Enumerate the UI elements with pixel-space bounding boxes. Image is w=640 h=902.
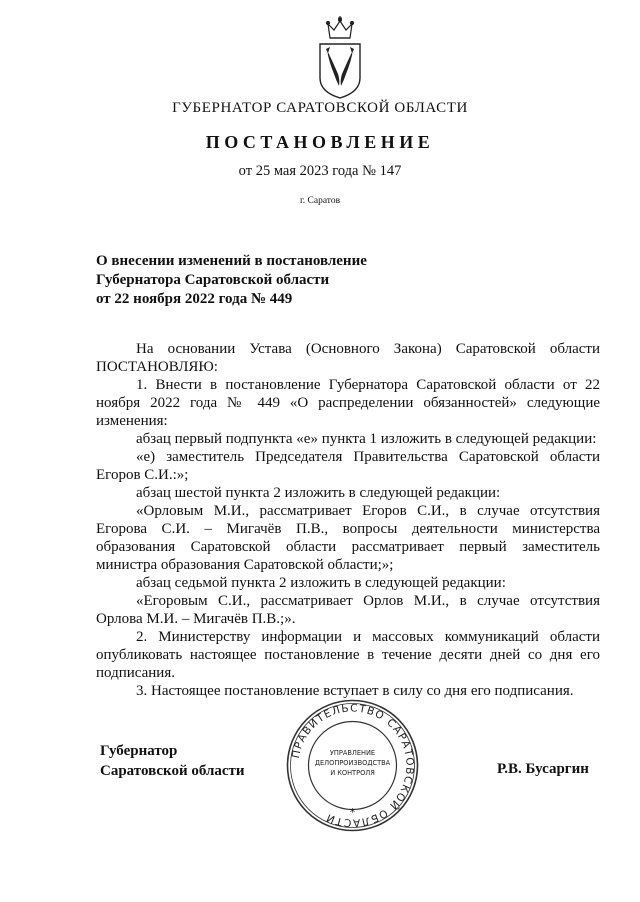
paragraph-item-2: 2. Министерству информации и массовых коммуникаций области опубликовать настоящее постановление в течение десяти дней со дня его подписания. [96,629,600,681]
signatory-position-line: Саратовской области [100,763,245,779]
paragraph-item-1: 1. Внести в постановление Губернатора Саратовской области от 22 ноября 2022 года № 449 «О распределении обязанностей» следующие изменения: [96,377,600,429]
document-title-line: О внесении изменений в постановление [96,253,367,269]
paragraph-amendment-intro: абзац седьмой пункта 2 изложить в следующей редакции: [136,575,506,591]
signatory-position [100,741,245,781]
seal-inner-line: УПРАВЛЕНИЕ [329,749,376,757]
paragraph-item-3: 3. Настоящее постановление вступает в силу со дня его подписания. [136,683,574,699]
paragraph-quote: «Орловым М.И., рассматривает Егоров С.И., в случае отсутствия Егорова С.И. – Мигачёв П.В., вопросы деятельности министерства образования Саратовской области рассматривает первый заместитель министра образования Саратовской области;»; [96,503,600,573]
document-city: г. Саратов [299,196,341,206]
paragraph-amendment-intro: абзац первый подпункта «е» пункта 1 изложить в следующей редакции: [136,431,597,447]
seal-inner-line: И КОНТРОЛЯ [330,769,375,777]
signatory-position-line: Губернатор [100,743,178,759]
document-title-line: от 22 ноября 2022 года № 449 [96,291,293,307]
paragraph-quote: «е) заместитель Председателя Правительства Саратовской области Егоров С.И.:»; [96,449,600,483]
svg-text:*: * [349,806,356,819]
document-date-number: от 25 мая 2023 года № 147 [238,163,402,179]
official-seal-stamp [285,698,420,833]
document-type: ПОСТАНОВЛЕНИЕ [205,132,435,152]
paragraph-quote: «Егоровым С.И., рассматривает Орлов М.И., в случае отсутствия Орлова М.И. – Мигачёв П.В.;». [96,593,600,627]
seal-outer-text: ПРАВИТЕЛЬСТВО САРАТОВСКОЙ ОБЛАСТИ [289,702,416,829]
coat-of-arms-emblem [316,16,364,100]
document-body [96,340,600,700]
document-title-line: Губернатора Саратовской области [96,272,330,288]
signatory-name: Р.В. Бусаргин [497,761,589,777]
paragraph-amendment-intro: абзац шестой пункта 2 изложить в следующей редакции: [136,485,501,501]
document-title [96,252,367,309]
seal-inner-line: ДЕЛОПРОИЗВОДСТВА [314,759,391,767]
paragraph-basis: На основании Устава (Основного Закона) Саратовской области ПОСТАНОВЛЯЮ: [96,341,600,375]
issuing-authority: ГУБЕРНАТОР САРАТОВСКОЙ ОБЛАСТИ [172,100,468,116]
